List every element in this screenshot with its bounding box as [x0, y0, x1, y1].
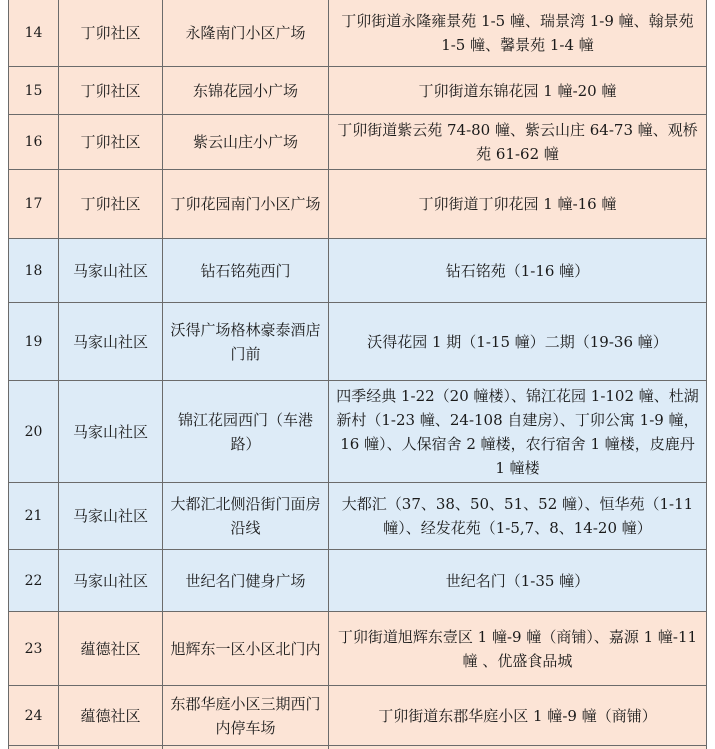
community-cell: 马家山社区 — [59, 381, 163, 483]
table-row — [9, 550, 707, 612]
community-cell: 丁卯社区 — [59, 0, 163, 67]
site-cell: 紫云山庄小广场 — [163, 115, 329, 170]
table-row — [9, 483, 707, 550]
area-cell: 丁卯街道紫云苑 74-80 幢、紫云山庄 64-73 幢、观桥苑 61-62 幢 — [329, 115, 707, 170]
area-cell: 丁卯街道东郡华庭小区 1 幢-9 幢（商铺） — [329, 686, 707, 746]
row-number: 23 — [9, 612, 59, 686]
community-cell: 马家山社区 — [59, 483, 163, 550]
area-cell: 丁卯街道旭辉东壹区 1 幢-9 幢（商铺）、嘉源 1 幢-11 幢 、优盛食品城 — [329, 612, 707, 686]
site-cell: 永隆南门小区广场 — [163, 0, 329, 67]
community-cell: 马家山社区 — [59, 239, 163, 303]
row-number: 17 — [9, 170, 59, 239]
table-row — [9, 686, 707, 746]
row-number: 14 — [9, 0, 59, 67]
site-cell: 东郡华庭小区三期西门内停车场 — [163, 686, 329, 746]
row-number: 20 — [9, 381, 59, 483]
site-cell: 世纪名门健身广场 — [163, 550, 329, 612]
row-number: 16 — [9, 115, 59, 170]
community-cell-empty — [59, 746, 163, 749]
site-cell: 锦江花园西门（车港路） — [163, 381, 329, 483]
area-cell: 钻石铭苑（1-16 幢） — [329, 239, 707, 303]
site-cell: 大都汇北侧沿街门面房沿线 — [163, 483, 329, 550]
area-cell: 大都汇（37、38、50、51、52 幢）、恒华苑（1-11 幢）、经发花苑（1-5,7、8、14-20 幢） — [329, 483, 707, 550]
community-cell: 丁卯社区 — [59, 170, 163, 239]
row-number: 15 — [9, 67, 59, 115]
site-cell: 沃得广场格林豪泰酒店门前 — [163, 303, 329, 381]
row-number: 19 — [9, 303, 59, 381]
community-cell: 马家山社区 — [59, 303, 163, 381]
area-cell: 世纪名门（1-35 幢） — [329, 550, 707, 612]
community-site-table — [8, 0, 707, 749]
table-row — [9, 612, 707, 686]
table-row — [9, 381, 707, 483]
table-row — [9, 170, 707, 239]
community-cell: 丁卯社区 — [59, 67, 163, 115]
row-number: 21 — [9, 483, 59, 550]
area-cell: 沃得花园 1 期（1-15 幢）二期（19-36 幢） — [329, 303, 707, 381]
community-cell: 马家山社区 — [59, 550, 163, 612]
area-cell-empty — [329, 746, 707, 749]
site-cell: 东锦花园小广场 — [163, 67, 329, 115]
area-cell: 丁卯街道丁卯花园 1 幢-16 幢 — [329, 170, 707, 239]
site-cell-empty — [163, 746, 329, 749]
row-number: 22 — [9, 550, 59, 612]
site-cell: 钻石铭苑西门 — [163, 239, 329, 303]
site-cell: 旭辉东一区小区北门内 — [163, 612, 329, 686]
row-number: 18 — [9, 239, 59, 303]
table-row — [9, 303, 707, 381]
table-row — [9, 67, 707, 115]
area-cell: 丁卯街道永隆雍景苑 1-5 幢、瑞景湾 1-9 幢、翰景苑 1-5 幢、馨景苑 1-4 幢 — [329, 0, 707, 67]
row-number: 24 — [9, 686, 59, 746]
site-cell: 丁卯花园南门小区广场 — [163, 170, 329, 239]
table-row-partial — [9, 746, 707, 749]
area-cell: 丁卯街道东锦花园 1 幢-20 幢 — [329, 67, 707, 115]
community-cell: 蕴德社区 — [59, 686, 163, 746]
table-row — [9, 0, 707, 67]
community-cell: 蕴德社区 — [59, 612, 163, 686]
table-row — [9, 115, 707, 170]
area-cell: 四季经典 1-22（20 幢楼）、锦江花园 1-102 幢、杜湖新村（1-23 幢、24-108 自建房）、丁卯公寓 1-9 幢，16 幢）、人保宿舍 2 幢楼，农行宿舍 1 幢楼，皮鹿丹 1 幢楼 — [329, 381, 707, 483]
table-row — [9, 239, 707, 303]
community-cell: 丁卯社区 — [59, 115, 163, 170]
row-number-empty — [9, 746, 59, 749]
